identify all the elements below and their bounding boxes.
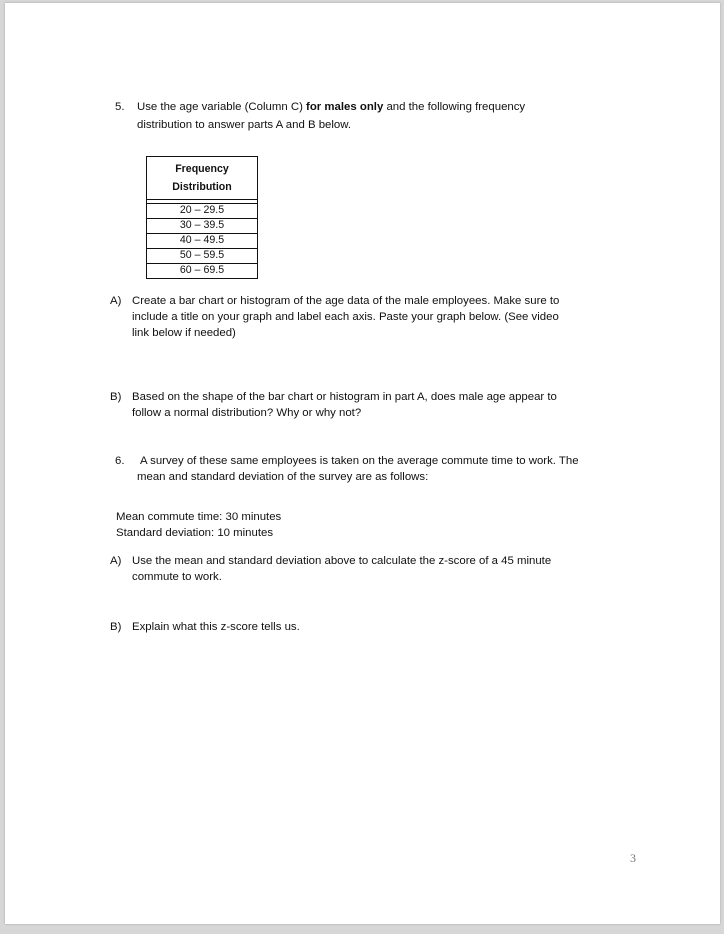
question-6-number: 6. [115, 455, 125, 467]
question-5-text-post: and the following frequency [383, 101, 526, 113]
standard-deviation: Standard deviation: 10 minutes [116, 527, 274, 539]
question-5-line-2: distribution to answer parts A and B below. [137, 119, 352, 131]
question-6a-label: A) [110, 555, 122, 567]
question-5-number: 5. [115, 101, 125, 113]
question-5a-line-3: link below if needed) [132, 327, 236, 339]
question-5b-line-1: Based on the shape of the bar chart or histogram in part A, does male age appear to [132, 391, 557, 403]
question-5b-label: B) [110, 391, 122, 403]
question-6a-line-2: commute to work. [132, 571, 222, 583]
table-row: 60 – 69.5 [147, 263, 257, 278]
question-5-text-pre: Use the age variable (Column C) [137, 101, 307, 113]
page-number: 3 [630, 851, 636, 865]
question-5a-line-2: include a title on your graph and label each axis. Paste your graph below. (See video [132, 311, 559, 323]
question-6a-line-1: Use the mean and standard deviation above to calculate the z-score of a 45 minute [132, 555, 552, 567]
question-6-line-2: mean and standard deviation of the survey are as follows: [137, 471, 429, 483]
document-page [5, 3, 720, 924]
question-5b-line-2: follow a normal distribution? Why or why not? [132, 407, 362, 419]
question-5a-label: A) [110, 295, 122, 307]
table-header [147, 157, 257, 200]
mean-commute-time: Mean commute time: 30 minutes [116, 511, 282, 523]
question-5a-line-1: Create a bar chart or histogram of the age data of the male employees. Make sure to [132, 295, 560, 307]
table-row: 40 – 49.5 [147, 233, 257, 248]
table-header-line-2: Distribution [172, 181, 232, 193]
question-5-bold-text: for males only [306, 101, 384, 113]
question-5-line-1 [137, 99, 525, 116]
table-header-line-1: Frequency [175, 163, 229, 175]
question-6b-label: B) [110, 621, 122, 633]
question-6-line-1: A survey of these same employees is taken on the average commute time to work. The [140, 455, 579, 467]
table-row: 50 – 59.5 [147, 248, 257, 263]
question-6b-line-1: Explain what this z-score tells us. [132, 621, 300, 633]
frequency-distribution-table [146, 156, 258, 279]
table-row: 20 – 29.5 [147, 203, 257, 218]
table-row: 30 – 39.5 [147, 218, 257, 233]
